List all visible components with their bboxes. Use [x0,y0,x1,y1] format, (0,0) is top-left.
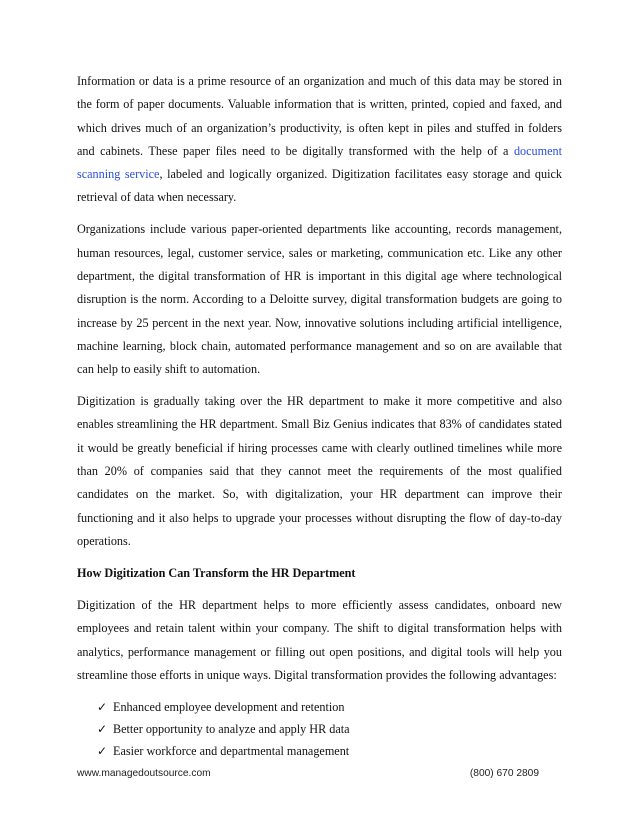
paragraph-intro-text-start: Information or data is a prime resource of an organization and much of this data may be stored in the form of paper documents. Valuable information that is written, printed, copied and faxed, and which drives much of an organization’s productivity, is often kept in piles and stuffed in folders and cabinets. These paper files need to be digitally transformed with the help of a [77,74,562,158]
document-scanning-service-link[interactable]: document scanning service [77,143,562,182]
section-heading: How Digitization Can Transform the HR Department [77,565,356,580]
paragraph-digitization-hr: Digitization is gradually taking over the HR department to make it more competitive and also enables streamlining the HR department. Small Biz Genius indicates that 83% of candidates stated it would be greatly beneficial if hiring processes came with clearly outlined timelines while more than 20% of companies said that they cannot meet the requirements of the most qualified candidates on the market. So, with digitalization, your HR department can improve their functioning and it also helps to upgrade your processes without disrupting the flow of day-to-day operations. [77,394,562,548]
paragraph-organizations: Organizations include various paper-oriented departments like accounting, records management, human resources, legal, customer service, sales or marketing, communication etc. Like any other department, the digital transformation of HR is important in this digital age where technological disruption is the norm. According to a Deloitte survey, digital transformation budgets are going to increase by 25 percent in the next year. Now, innovative solutions including artificial intelligence, machine learning, block chain, automated performance management and so on are available that can help to easily shift to automation. [77,222,562,377]
list-item [97,718,562,740]
list-item-text: Enhanced employee development and retention [113,700,345,715]
list-item [97,740,562,762]
paragraph-advantages: Digitization of the HR department helps to more efficiently assess candidates, onboard new employees and retain talent within your company. The shift to digital transformation helps with analytics, performance management or filling out open positions, and digital tools will help you streamline those efforts in unique ways. Digital transformation provides the following advantages: [77,598,562,682]
check-mark-icon: ✓ [97,722,108,737]
check-mark-icon: ✓ [97,744,108,759]
list-item-text: Better opportunity to analyze and apply HR data [113,722,350,737]
paragraph-intro [77,70,562,210]
document-body [77,70,562,762]
paragraph-intro-text-end: , labeled and logically organized. Digitization facilitates easy storage and quick retrieval of data when necessary. [77,167,562,205]
advantages-list [77,696,562,762]
check-mark-icon: ✓ [97,700,108,715]
footer-phone: (800) 670 2809 [469,768,539,779]
footer-website: www.managedoutsource.com [77,768,211,779]
list-item [97,696,562,718]
list-item-text: Easier workforce and departmental management [113,744,350,759]
page-footer [77,768,562,779]
